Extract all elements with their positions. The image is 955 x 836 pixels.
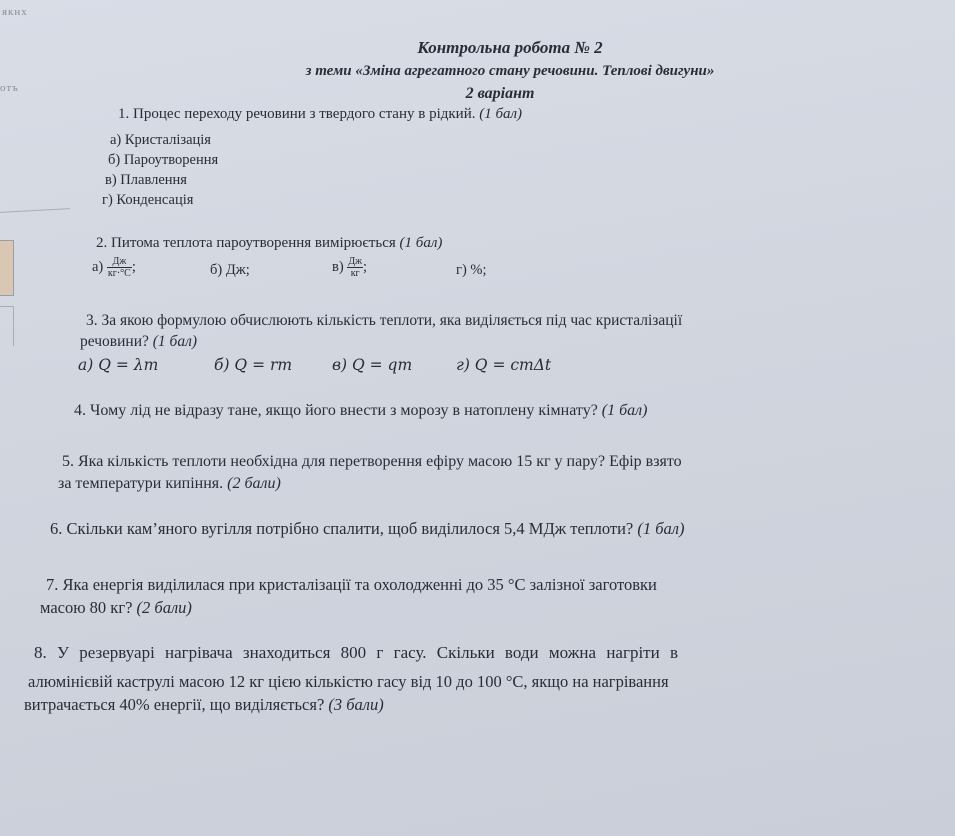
question-2-points: (1 бал) [399, 235, 443, 251]
left-edge-box [0, 240, 14, 296]
question-1-option-d: г) Конденсація [102, 192, 194, 208]
test-variant: 2 варіант [465, 85, 535, 102]
question-5-line-2 [58, 475, 281, 493]
margin-corner-text: якнх [2, 6, 28, 18]
option-separator: ; [363, 258, 368, 275]
question-3-option-d: г) Q = cmΔt [456, 356, 552, 374]
question-2-option-a [92, 256, 136, 279]
question-7-points: (2 бали) [136, 598, 192, 617]
question-3-line-1: 3. За якою формулою обчислюють кількість теплоти, яка виділяється під час кристалізації [86, 312, 683, 329]
question-3-line-2 [80, 333, 197, 351]
question-7-line-2 [40, 598, 192, 618]
question-8-line-1: 8. У резервуарі нагрівача знаходиться 800 г гасу. Скільки води можна нагріти в [34, 643, 678, 662]
question-1-option-c: в) Плавлення [105, 172, 187, 188]
margin-left-label: отъ [0, 82, 19, 94]
option-separator: ; [131, 258, 136, 275]
fraction-j-per-kg [347, 256, 363, 279]
question-3-option-a: а) Q = λm [78, 356, 159, 374]
question-8-text-3: витрачається 40% енергії, що виділяється? [24, 695, 325, 714]
question-1-option-a: а) Кристалізація [110, 132, 211, 148]
question-2-option-c-label: в) [332, 258, 344, 275]
margin-rule-2 [0, 306, 14, 307]
fraction-numerator: Дж [107, 256, 132, 268]
question-8-line-2: алюмінієвій каструлі масою 12 кг цією кількістю гасу від 10 до 100 °С, якщо на нагрівання [28, 672, 669, 691]
test-subtitle: з теми «Зміна агрегатного стану речовини. Теплові двигуни» [305, 63, 715, 79]
question-1-points: (1 бал) [479, 106, 523, 122]
question-7-text-2: масою 80 кг? [40, 598, 133, 617]
question-4-points: (1 бал) [601, 402, 648, 419]
question-5-text-2: за температури кипіння. [58, 475, 224, 492]
question-4-text: 4. Чому лід не відразу тане, якщо його внести з морозу в натоплену кімнату? [74, 402, 598, 419]
question-7-line-1: 7. Яка енергія виділилася при кристалізації та охолодженні до 35 °С залізної заготовки [46, 575, 657, 594]
question-4 [74, 402, 647, 420]
question-6 [50, 519, 684, 539]
question-8-points: (3 бали) [328, 695, 384, 714]
question-2-option-a-label: а) [92, 258, 104, 275]
question-2 [96, 235, 442, 252]
question-3-option-b: б) Q = rm [214, 356, 293, 374]
question-5-points: (2 бали) [227, 475, 281, 492]
question-5-line-1: 5. Яка кількість теплоти необхідна для перетворення ефіру масою 15 кг у пару? Ефір взято [62, 453, 682, 470]
question-6-points: (1 бал) [637, 519, 685, 538]
test-title: Контрольна робота № 2 [417, 38, 603, 57]
question-6-text: 6. Скільки кам’яного вугілля потрібно спалити, щоб виділилося 5,4 МДж теплоти? [50, 519, 634, 538]
question-1-text: 1. Процес переходу речовини з твердого стану в рідкий. [118, 106, 476, 122]
question-1 [118, 106, 522, 123]
fraction-numerator: Дж [348, 256, 363, 267]
question-2-option-b: б) Дж; [210, 262, 250, 278]
question-3-points: (1 бал) [152, 333, 198, 350]
question-1-option-b: б) Пароутворення [108, 152, 219, 168]
margin-rule-3 [13, 306, 14, 346]
fraction-denominator: кг [350, 268, 360, 279]
margin-rule [0, 208, 70, 213]
question-2-option-d: г) %; [456, 262, 487, 278]
fraction-j-per-kg-c [107, 256, 132, 279]
question-3-option-c: в) Q = qm [332, 356, 413, 374]
question-8-line-3 [24, 695, 384, 715]
question-2-text: 2. Питома теплота пароутворення вимірюється [96, 235, 396, 251]
question-3-text-2: речовини? [80, 333, 149, 350]
question-2-option-c [332, 256, 367, 279]
fraction-denominator: кг·°С [107, 268, 131, 279]
